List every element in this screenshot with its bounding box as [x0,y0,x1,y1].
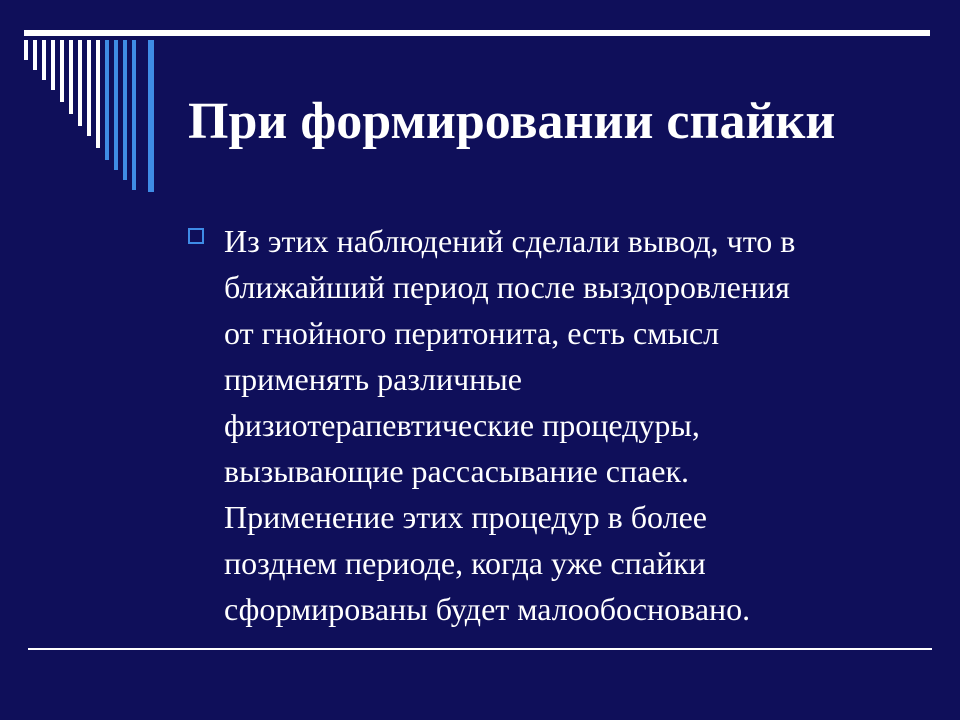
hollow-square-icon [188,228,204,244]
slide-title: При формировании спайки [188,93,836,150]
stripe [24,40,28,60]
stripe [33,40,37,70]
stripe [78,40,82,126]
stripe [96,40,100,148]
stripe [51,40,55,90]
stripe [60,40,64,102]
stripe [105,40,109,160]
bullet-text: Из этих наблюдений сделали вывод, что в ближайший период после выздоровления от гнойного перитонита, есть смысл применять различные физиотерапевтические процедуры, вызывающие рассасывание спаек. Применение этих процедур в более позднем периоде, когда уже спайки сформированы будет малообосновано. [224,223,796,627]
stripe [148,40,154,192]
stripe [114,40,118,170]
stripe [123,40,127,180]
list-item [188,218,908,632]
stripe [42,40,46,80]
stripe [87,40,91,136]
bullet-list [188,218,908,632]
stripe [69,40,73,114]
stripe [132,40,136,190]
bottom-divider-line [28,648,932,650]
vertical-stripes-icon [0,0,170,200]
